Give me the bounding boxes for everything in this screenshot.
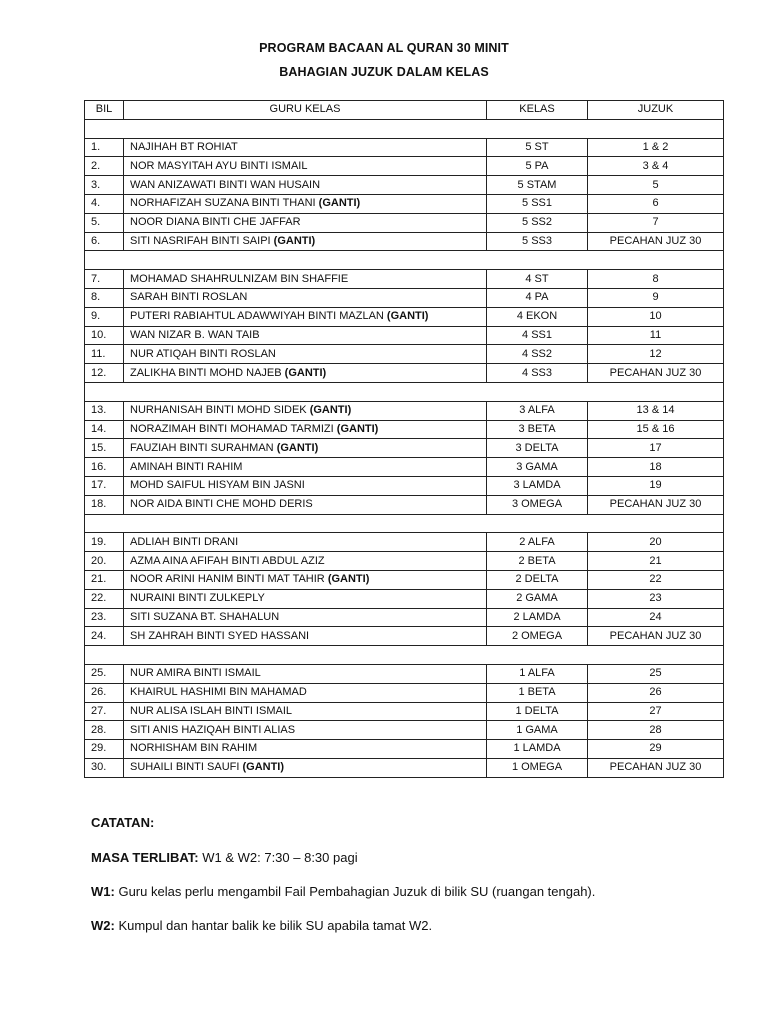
cell-bil: 7. bbox=[85, 270, 124, 289]
cell-juzuk: 17 bbox=[588, 439, 724, 458]
ganti-tag: (GANTI) bbox=[336, 422, 379, 435]
table-row bbox=[85, 589, 724, 608]
table-row bbox=[85, 608, 724, 627]
cell-kelas: 1 GAMA bbox=[487, 721, 588, 740]
table-header-row bbox=[85, 101, 724, 120]
ganti-tag: (GANTI) bbox=[318, 197, 361, 210]
teacher-name: NUR ATIQAH BINTI ROSLAN bbox=[130, 347, 276, 360]
ganti-tag: (GANTI) bbox=[284, 366, 327, 379]
cell-kelas: 1 DELTA bbox=[487, 702, 588, 721]
cell-guru-kelas bbox=[124, 138, 487, 157]
cell-guru-kelas bbox=[124, 157, 487, 176]
cell-guru-kelas bbox=[124, 627, 487, 646]
cell-juzuk: 18 bbox=[588, 458, 724, 477]
teacher-name: NOR MASYITAH AYU BINTI ISMAIL bbox=[130, 159, 308, 172]
teacher-name: NAJIHAH BT ROHIAT bbox=[130, 140, 238, 153]
cell-bil: 25. bbox=[85, 664, 124, 683]
table-row bbox=[85, 740, 724, 759]
teacher-name: SITI SUZANA BT. SHAHALUN bbox=[130, 610, 280, 623]
cell-juzuk: 27 bbox=[588, 702, 724, 721]
table-row bbox=[85, 307, 724, 326]
teacher-name: SH ZAHRAH BINTI SYED HASSANI bbox=[130, 629, 310, 642]
document-title: PROGRAM BACAAN AL QURAN 30 MINIT bbox=[259, 41, 509, 55]
note-w2-text: Kumpul dan hantar balik ke bilik SU apabila tamat W2. bbox=[114, 918, 433, 933]
ganti-tag: (GANTI) bbox=[386, 310, 429, 323]
cell-juzuk: PECAHAN JUZ 30 bbox=[588, 232, 724, 251]
cell-bil: 3. bbox=[85, 176, 124, 195]
cell-kelas: 4 SS1 bbox=[487, 326, 588, 345]
teacher-name: SARAH BINTI ROSLAN bbox=[130, 291, 248, 304]
cell-bil: 30. bbox=[85, 758, 124, 777]
cell-bil: 26. bbox=[85, 683, 124, 702]
table-row bbox=[85, 495, 724, 514]
cell-kelas: 4 SS3 bbox=[487, 364, 588, 383]
teacher-name: MOHAMAD SHAHRULNIZAM BIN SHAFFIE bbox=[130, 272, 349, 285]
cell-juzuk: 20 bbox=[588, 533, 724, 552]
teacher-name: SITI NASRIFAH BINTI SAIPI bbox=[130, 234, 271, 247]
teacher-name: AMINAH BINTI RAHIM bbox=[130, 460, 243, 473]
cell-juzuk: PECAHAN JUZ 30 bbox=[588, 627, 724, 646]
cell-guru-kelas bbox=[124, 664, 487, 683]
cell-juzuk: 25 bbox=[588, 664, 724, 683]
ganti-tag: (GANTI) bbox=[276, 441, 319, 454]
separator-cell bbox=[85, 382, 724, 401]
note-masa-text: W1 & W2: 7:30 – 8:30 pagi bbox=[198, 850, 358, 865]
ganti-tag: (GANTI) bbox=[273, 234, 316, 247]
cell-guru-kelas bbox=[124, 740, 487, 759]
cell-bil: 13. bbox=[85, 401, 124, 420]
cell-kelas: 5 SS3 bbox=[487, 232, 588, 251]
note-masa-label: MASA TERLIBAT: bbox=[91, 850, 199, 865]
cell-guru-kelas bbox=[124, 589, 487, 608]
table-row bbox=[85, 721, 724, 740]
cell-guru-kelas bbox=[124, 702, 487, 721]
cell-bil: 18. bbox=[85, 495, 124, 514]
cell-bil: 19. bbox=[85, 533, 124, 552]
cell-kelas: 1 ALFA bbox=[487, 664, 588, 683]
cell-bil: 22. bbox=[85, 589, 124, 608]
cell-kelas: 4 ST bbox=[487, 270, 588, 289]
teacher-name: SITI ANIS HAZIQAH BINTI ALIAS bbox=[130, 723, 296, 736]
table-row bbox=[85, 439, 724, 458]
table-row bbox=[85, 364, 724, 383]
cell-bil: 14. bbox=[85, 420, 124, 439]
cell-bil: 17. bbox=[85, 476, 124, 495]
note-masa-terlibat bbox=[91, 850, 358, 865]
cell-juzuk: 12 bbox=[588, 345, 724, 364]
table-row bbox=[85, 326, 724, 345]
cell-kelas: 5 STAM bbox=[487, 176, 588, 195]
cell-guru-kelas bbox=[124, 364, 487, 383]
cell-bil: 28. bbox=[85, 721, 124, 740]
cell-guru-kelas bbox=[124, 552, 487, 571]
cell-guru-kelas bbox=[124, 270, 487, 289]
ganti-tag: (GANTI) bbox=[309, 404, 352, 417]
separator-row bbox=[85, 382, 724, 401]
table-row bbox=[85, 157, 724, 176]
teacher-name: NORHISHAM BIN RAHIM bbox=[130, 742, 258, 755]
table-row bbox=[85, 213, 724, 232]
cell-juzuk: 24 bbox=[588, 608, 724, 627]
table-row bbox=[85, 758, 724, 777]
cell-bil: 29. bbox=[85, 740, 124, 759]
cell-guru-kelas bbox=[124, 232, 487, 251]
table-row bbox=[85, 476, 724, 495]
cell-bil: 1. bbox=[85, 138, 124, 157]
cell-juzuk: 28 bbox=[588, 721, 724, 740]
table-row bbox=[85, 138, 724, 157]
teacher-name: NOOR DIANA BINTI CHE JAFFAR bbox=[130, 216, 301, 229]
cell-juzuk: 7 bbox=[588, 213, 724, 232]
cell-bil: 12. bbox=[85, 364, 124, 383]
separator-cell bbox=[85, 251, 724, 270]
separator-row bbox=[85, 251, 724, 270]
cell-guru-kelas bbox=[124, 176, 487, 195]
teacher-name: MOHD SAIFUL HISYAM BIN JASNI bbox=[130, 479, 305, 492]
cell-bil: 20. bbox=[85, 552, 124, 571]
header-bil: BIL bbox=[85, 101, 124, 120]
header-kelas: KELAS bbox=[487, 101, 588, 120]
cell-guru-kelas bbox=[124, 721, 487, 740]
ganti-tag: (GANTI) bbox=[327, 573, 370, 586]
cell-bil: 10. bbox=[85, 326, 124, 345]
separator-row bbox=[85, 514, 724, 533]
cell-bil: 2. bbox=[85, 157, 124, 176]
teacher-name: AZMA AINA AFIFAH BINTI ABDUL AZIZ bbox=[130, 554, 325, 567]
teacher-name: NOR AIDA BINTI CHE MOHD DERIS bbox=[130, 498, 313, 511]
cell-kelas: 5 ST bbox=[487, 138, 588, 157]
table-row bbox=[85, 458, 724, 477]
note-w1 bbox=[91, 884, 595, 899]
teacher-name: PUTERI RABIAHTUL ADAWWIYAH BINTI MAZLAN bbox=[130, 310, 384, 323]
table-row bbox=[85, 232, 724, 251]
cell-juzuk: 11 bbox=[588, 326, 724, 345]
cell-juzuk: 3 & 4 bbox=[588, 157, 724, 176]
cell-kelas: 2 OMEGA bbox=[487, 627, 588, 646]
table-row bbox=[85, 533, 724, 552]
cell-kelas: 2 DELTA bbox=[487, 570, 588, 589]
cell-kelas: 5 SS1 bbox=[487, 194, 588, 213]
table-row bbox=[85, 420, 724, 439]
cell-kelas: 4 SS2 bbox=[487, 345, 588, 364]
table-row bbox=[85, 401, 724, 420]
teacher-name: ADLIAH BINTI DRANI bbox=[130, 535, 239, 548]
cell-kelas: 3 GAMA bbox=[487, 458, 588, 477]
cell-juzuk: 13 & 14 bbox=[588, 401, 724, 420]
notes-heading: CATATAN: bbox=[91, 815, 155, 830]
cell-juzuk: PECAHAN JUZ 30 bbox=[588, 495, 724, 514]
teacher-name: KHAIRUL HASHIMI BIN MAHAMAD bbox=[130, 686, 307, 699]
cell-bil: 23. bbox=[85, 608, 124, 627]
table-row bbox=[85, 194, 724, 213]
document-subtitle: BAHAGIAN JUZUK DALAM KELAS bbox=[279, 65, 489, 79]
cell-bil: 4. bbox=[85, 194, 124, 213]
teacher-name: NORHAFIZAH SUZANA BINTI THANI bbox=[130, 197, 316, 210]
table-row bbox=[85, 288, 724, 307]
cell-guru-kelas bbox=[124, 533, 487, 552]
note-w2-label: W2: bbox=[91, 918, 115, 933]
cell-guru-kelas bbox=[124, 570, 487, 589]
cell-guru-kelas bbox=[124, 439, 487, 458]
cell-kelas: 5 PA bbox=[487, 157, 588, 176]
cell-juzuk: 5 bbox=[588, 176, 724, 195]
cell-guru-kelas bbox=[124, 307, 487, 326]
cell-bil: 5. bbox=[85, 213, 124, 232]
cell-kelas: 1 LAMDA bbox=[487, 740, 588, 759]
table-body bbox=[85, 119, 724, 777]
cell-guru-kelas bbox=[124, 458, 487, 477]
cell-bil: 15. bbox=[85, 439, 124, 458]
cell-juzuk: 10 bbox=[588, 307, 724, 326]
cell-juzuk: 19 bbox=[588, 476, 724, 495]
cell-guru-kelas bbox=[124, 608, 487, 627]
juzuk-table bbox=[84, 100, 724, 778]
teacher-name: NUR AMIRA BINTI ISMAIL bbox=[130, 667, 261, 680]
teacher-name: NORAZIMAH BINTI MOHAMAD TARMIZI bbox=[130, 422, 334, 435]
cell-kelas: 3 OMEGA bbox=[487, 495, 588, 514]
teacher-name: NUR ALISA ISLAH BINTI ISMAIL bbox=[130, 704, 292, 717]
cell-bil: 9. bbox=[85, 307, 124, 326]
ganti-tag: (GANTI) bbox=[242, 761, 285, 774]
separator-row bbox=[85, 646, 724, 665]
header-juzuk: JUZUK bbox=[588, 101, 724, 120]
table-row bbox=[85, 270, 724, 289]
teacher-name: ZALIKHA BINTI MOHD NAJEB bbox=[130, 366, 282, 379]
cell-kelas: 3 LAMDA bbox=[487, 476, 588, 495]
table-row bbox=[85, 627, 724, 646]
cell-kelas: 2 GAMA bbox=[487, 589, 588, 608]
cell-guru-kelas bbox=[124, 420, 487, 439]
cell-juzuk: 9 bbox=[588, 288, 724, 307]
cell-guru-kelas bbox=[124, 213, 487, 232]
note-w1-text: Guru kelas perlu mengambil Fail Pembahagian Juzuk di bilik SU (ruangan tengah). bbox=[114, 884, 596, 899]
cell-kelas: 5 SS2 bbox=[487, 213, 588, 232]
cell-bil: 8. bbox=[85, 288, 124, 307]
header-guru-kelas: GURU KELAS bbox=[124, 101, 487, 120]
cell-bil: 11. bbox=[85, 345, 124, 364]
cell-juzuk: 29 bbox=[588, 740, 724, 759]
cell-juzuk: 23 bbox=[588, 589, 724, 608]
cell-kelas: 3 DELTA bbox=[487, 439, 588, 458]
cell-guru-kelas bbox=[124, 194, 487, 213]
cell-juzuk: 1 & 2 bbox=[588, 138, 724, 157]
separator-cell bbox=[85, 514, 724, 533]
cell-guru-kelas bbox=[124, 345, 487, 364]
cell-bil: 6. bbox=[85, 232, 124, 251]
teacher-name: FAUZIAH BINTI SURAHMAN bbox=[130, 441, 274, 454]
teacher-name: WAN ANIZAWATI BINTI WAN HUSAIN bbox=[130, 178, 321, 191]
teacher-name: SUHAILI BINTI SAUFI bbox=[130, 761, 240, 774]
cell-kelas: 2 LAMDA bbox=[487, 608, 588, 627]
cell-kelas: 1 OMEGA bbox=[487, 758, 588, 777]
table-row bbox=[85, 702, 724, 721]
cell-juzuk: 8 bbox=[588, 270, 724, 289]
separator-cell bbox=[85, 646, 724, 665]
cell-guru-kelas bbox=[124, 401, 487, 420]
note-w1-label: W1: bbox=[91, 884, 115, 899]
table-row bbox=[85, 570, 724, 589]
cell-bil: 24. bbox=[85, 627, 124, 646]
teacher-name: NOOR ARINI HANIM BINTI MAT TAHIR bbox=[130, 573, 325, 586]
cell-juzuk: 22 bbox=[588, 570, 724, 589]
cell-kelas: 2 ALFA bbox=[487, 533, 588, 552]
table-row bbox=[85, 176, 724, 195]
cell-kelas: 2 BETA bbox=[487, 552, 588, 571]
teacher-name: NURAINI BINTI ZULKEPLY bbox=[130, 592, 265, 605]
cell-guru-kelas bbox=[124, 326, 487, 345]
cell-kelas: 4 EKON bbox=[487, 307, 588, 326]
table-row bbox=[85, 345, 724, 364]
cell-bil: 21. bbox=[85, 570, 124, 589]
separator-cell bbox=[85, 119, 724, 138]
cell-kelas: 4 PA bbox=[487, 288, 588, 307]
cell-guru-kelas bbox=[124, 683, 487, 702]
cell-kelas: 3 ALFA bbox=[487, 401, 588, 420]
cell-juzuk: 26 bbox=[588, 683, 724, 702]
note-w2 bbox=[91, 918, 432, 933]
table-row bbox=[85, 552, 724, 571]
cell-juzuk: 15 & 16 bbox=[588, 420, 724, 439]
table-row bbox=[85, 683, 724, 702]
cell-guru-kelas bbox=[124, 758, 487, 777]
cell-bil: 27. bbox=[85, 702, 124, 721]
cell-juzuk: 21 bbox=[588, 552, 724, 571]
cell-juzuk: PECAHAN JUZ 30 bbox=[588, 758, 724, 777]
cell-juzuk: 6 bbox=[588, 194, 724, 213]
cell-juzuk: PECAHAN JUZ 30 bbox=[588, 364, 724, 383]
cell-bil: 16. bbox=[85, 458, 124, 477]
cell-guru-kelas bbox=[124, 476, 487, 495]
teacher-name: NURHANISAH BINTI MOHD SIDEK bbox=[130, 404, 307, 417]
separator-row bbox=[85, 119, 724, 138]
cell-kelas: 1 BETA bbox=[487, 683, 588, 702]
teacher-name: WAN NIZAR B. WAN TAIB bbox=[130, 328, 260, 341]
table-row bbox=[85, 664, 724, 683]
cell-kelas: 3 BETA bbox=[487, 420, 588, 439]
cell-guru-kelas bbox=[124, 288, 487, 307]
cell-guru-kelas bbox=[124, 495, 487, 514]
